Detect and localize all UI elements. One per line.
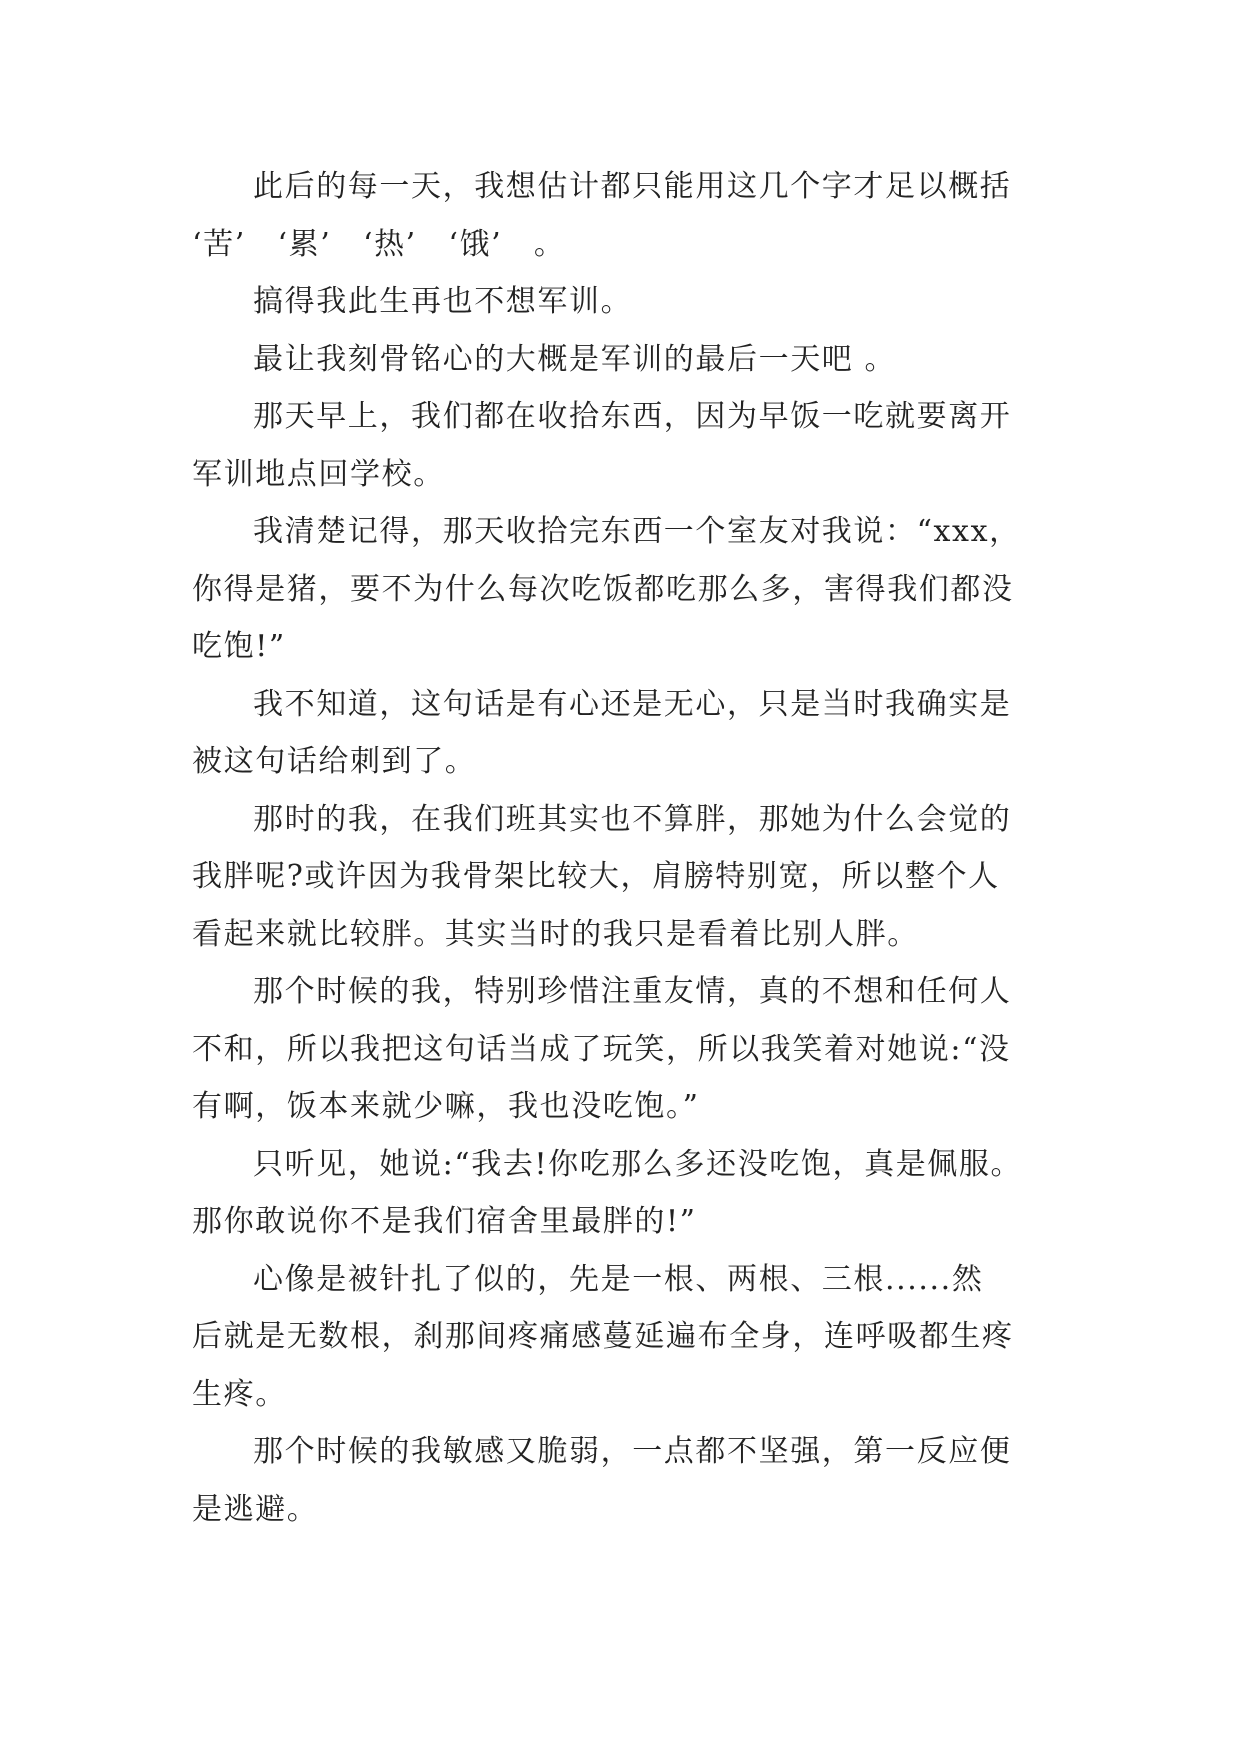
text-line: 我不知道，这句话是有心还是无心，只是当时我确实是 (253, 686, 1012, 722)
paragraph (192, 388, 1052, 503)
text-line: 有啊，饭本来就少嘛，我也没吃饱。” (192, 1089, 700, 1124)
text-line: 心像是被针扎了似的，先是一根、两根、三根......然 (253, 1261, 984, 1297)
text-line: 军训地点回学校。 (192, 456, 445, 492)
text-line: ‘苦’ ‘累’ ‘热’ ‘饿’ 。 (192, 226, 566, 262)
paragraph (192, 331, 1052, 389)
text-line: 此后的每一天，我想估计都只能用这几个字才足以概括 (253, 169, 1012, 204)
text-line: 不和，所以我把这句话当成了玩笑，所以我笑着对她说:“没 (192, 1031, 1011, 1067)
text-line: 那个时候的我敏感又脆弱，一点都不坚强，第一反应便 (253, 1434, 1012, 1469)
paragraph (192, 1136, 1052, 1251)
paragraph (192, 273, 1052, 331)
document-body (192, 158, 1052, 1538)
text-line: 只听见，她说:“我去!你吃那么多还没吃饱，真是佩服。 (253, 1146, 1023, 1182)
paragraph (192, 1251, 1052, 1424)
paragraph (192, 503, 1052, 676)
text-line: 搞得我此生再也不想军训。 (253, 284, 633, 319)
text-line: 我清楚记得，那天收拾完东西一个室友对我说：“xxx， (253, 514, 1021, 549)
text-line: 生疼。 (192, 1376, 287, 1412)
text-line: 你得是猪，要不为什么每次吃饭都吃那么多，害得我们都没 (192, 571, 1014, 607)
text-line: 被这句话给刺到了。 (192, 744, 477, 779)
paragraph (192, 963, 1052, 1136)
text-line: 那时的我，在我们班其实也不算胖，那她为什么会觉的 (253, 801, 1012, 837)
text-line: 吃饱!” (192, 629, 286, 664)
paragraph (192, 158, 1052, 273)
text-line: 后就是无数根，刹那间疼痛感蔓延遍布全身，连呼吸都生疼 (192, 1319, 1014, 1354)
text-line: 我胖呢?或许因为我骨架比较大，肩膀特别宽，所以整个人 (192, 859, 1000, 894)
text-line: 那天早上，我们都在收拾东西，因为早饭一吃就要离开 (253, 399, 1012, 434)
text-line: 最让我刻骨铭心的大概是军训的最后一天吧 。 (253, 341, 897, 377)
text-line: 是逃避。 (192, 1491, 319, 1527)
text-line: 那你敢说你不是我们宿舍里最胖的!” (192, 1204, 697, 1239)
paragraph (192, 676, 1052, 791)
paragraph (192, 1423, 1052, 1538)
paragraph (192, 791, 1052, 964)
text-line: 看起来就比较胖。其实当时的我只是看着比别人胖。 (192, 916, 919, 952)
text-line: 那个时候的我，特别珍惜注重友情，真的不想和任何人 (253, 974, 1012, 1009)
